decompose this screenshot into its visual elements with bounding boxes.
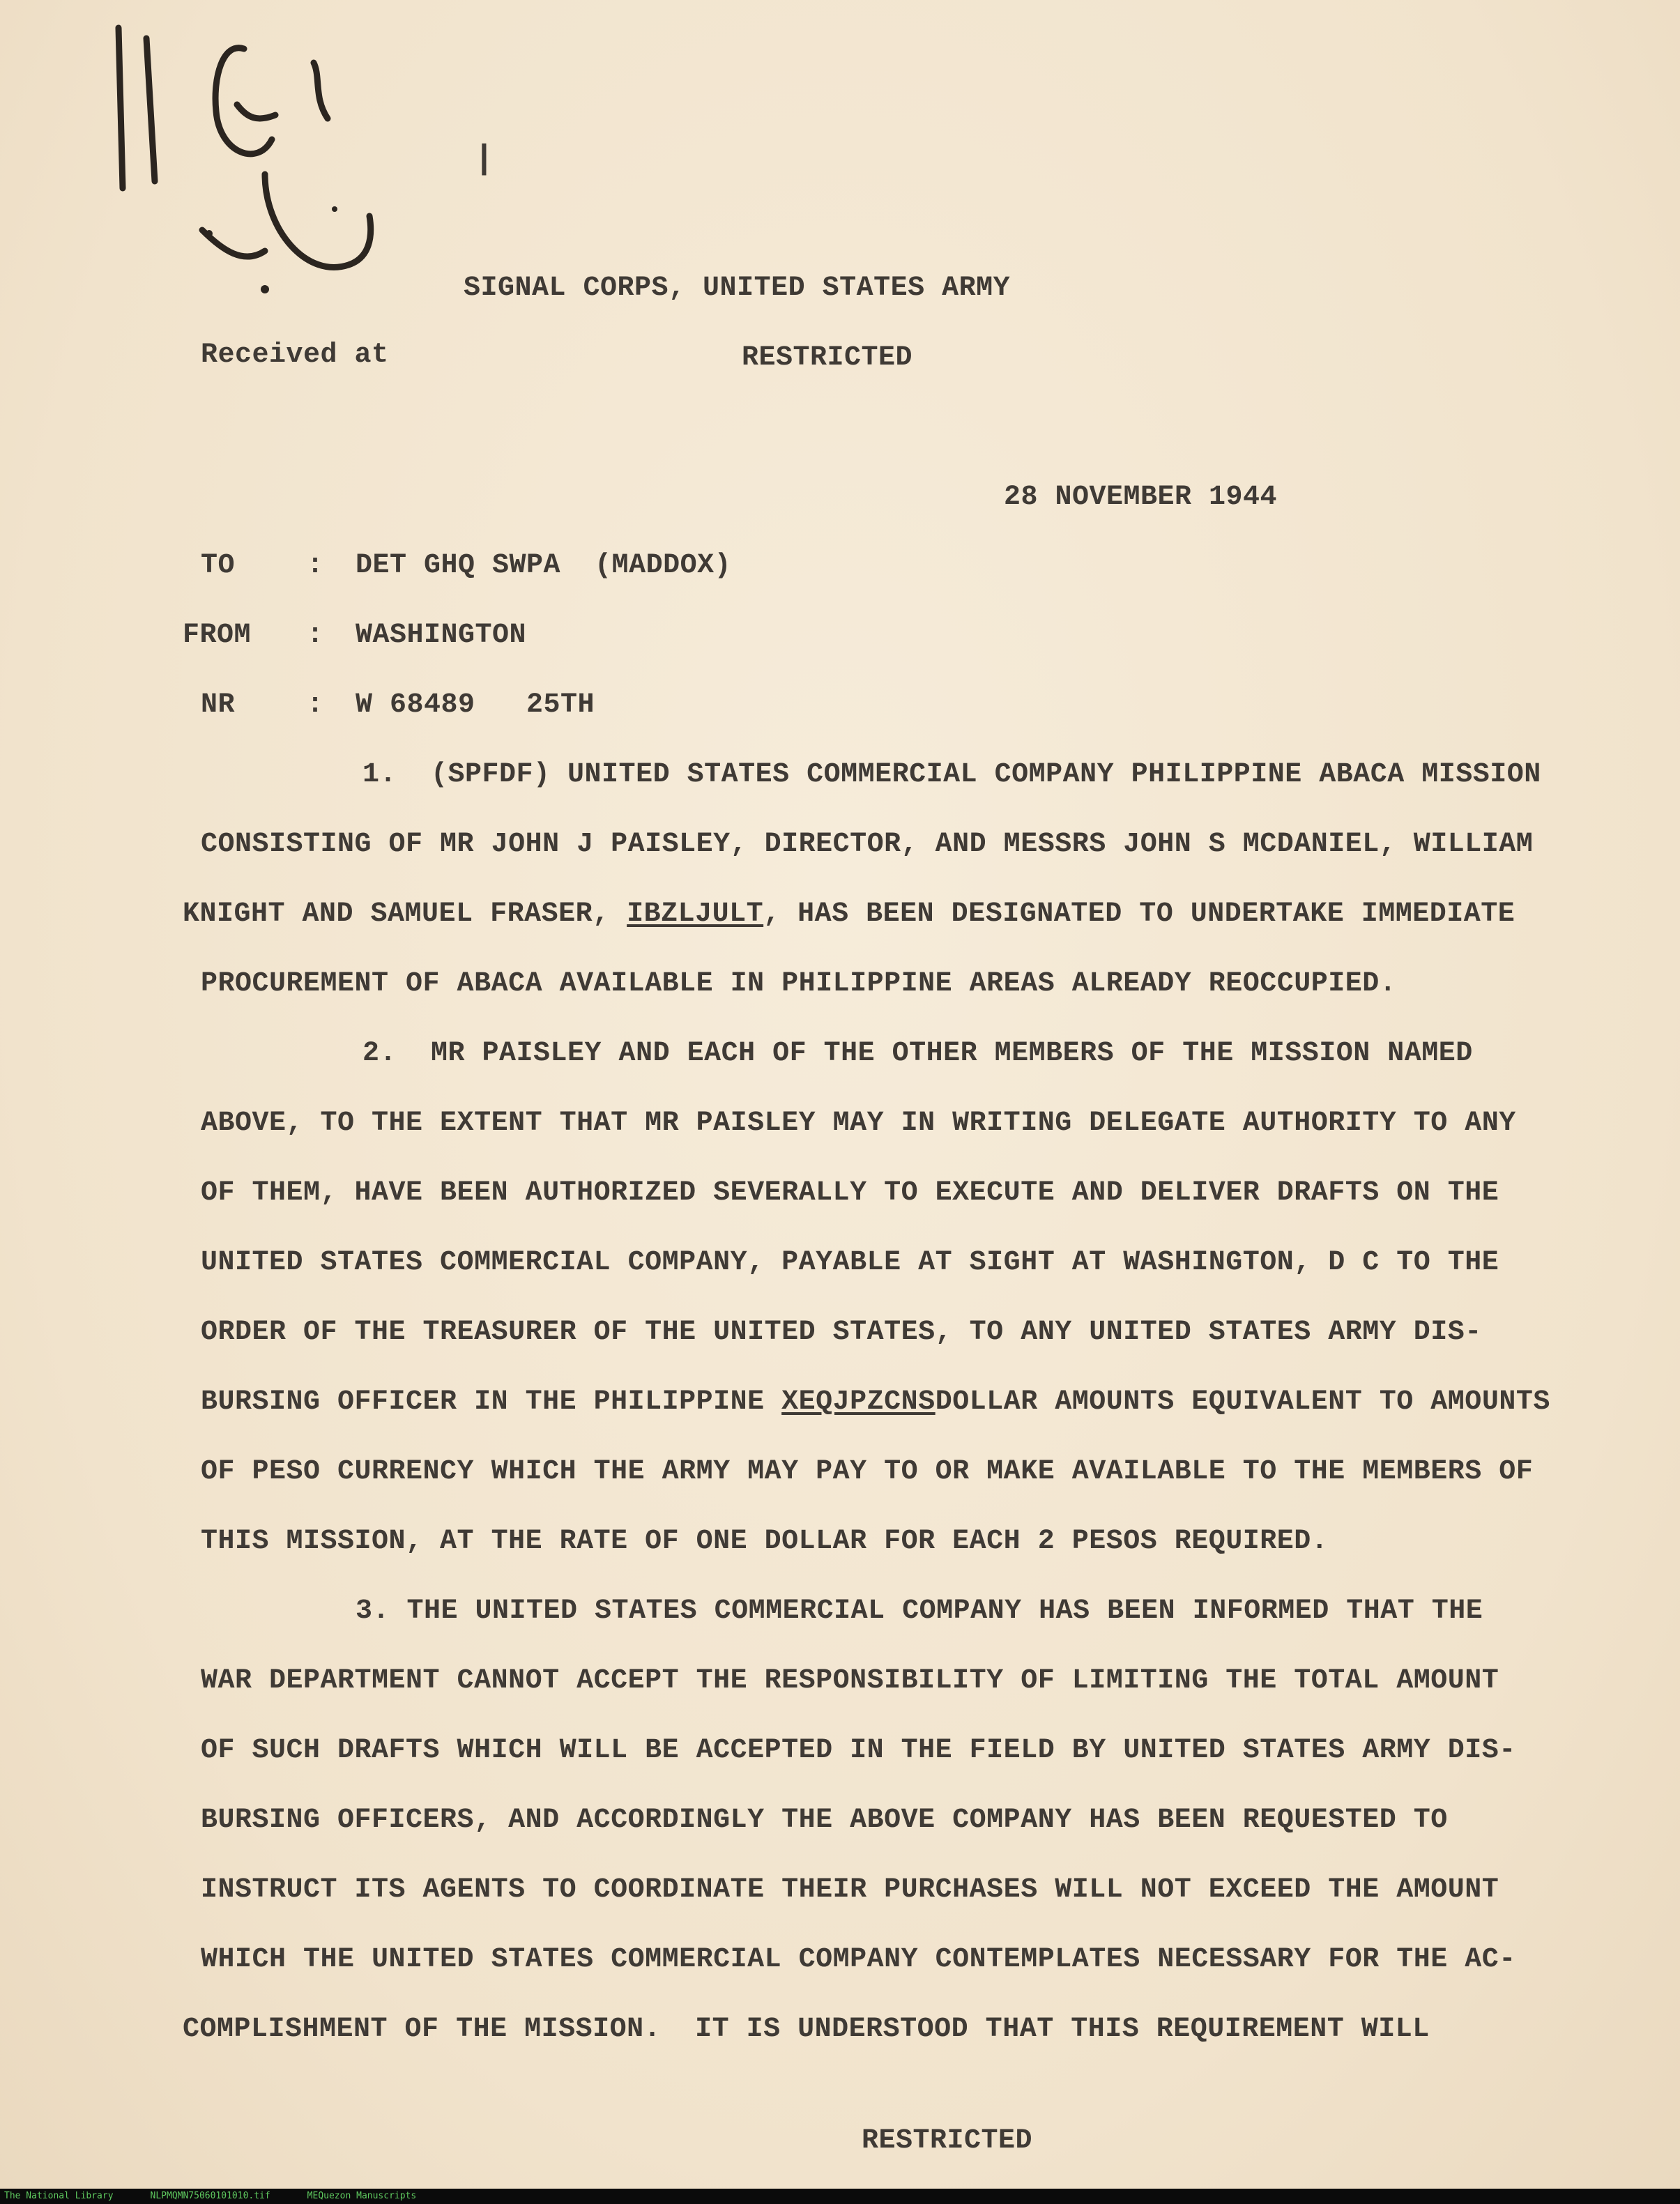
body-line: 2. MR PAISLEY AND EACH OF THE OTHER MEMBERS OF THE MISSION NAMED <box>362 1038 1473 1069</box>
letterhead-title: SIGNAL CORPS, UNITED STATES ARMY <box>464 273 1011 304</box>
body-line: WAR DEPARTMENT CANNOT ACCEPT THE RESPONSIBILITY OF LIMITING THE TOTAL AMOUNT <box>201 1665 1499 1697</box>
nr-label: NR <box>201 689 236 721</box>
archive-footer-bar <box>0 2189 1680 2204</box>
nr-separator: : <box>307 689 324 721</box>
body-line: PROCUREMENT OF ABACA AVAILABLE IN PHILIPPINE AREAS ALREADY REOCCUPIED. <box>201 968 1397 1000</box>
to-value: DET GHQ SWPA (MADDOX) <box>356 550 732 581</box>
garbled-code: IBZLJULT <box>627 898 764 930</box>
body-line: WHICH THE UNITED STATES COMMERCIAL COMPANY CONTEMPLATES NECESSARY FOR THE AC- <box>201 1944 1516 1975</box>
classification-top: RESTRICTED <box>742 342 913 374</box>
body-line: INSTRUCT ITS AGENTS TO COORDINATE THEIR PURCHASES WILL NOT EXCEED THE AMOUNT <box>201 1874 1499 1906</box>
body-line: BURSING OFFICERS, AND ACCORDINGLY THE ABOVE COMPANY HAS BEEN REQUESTED TO <box>201 1805 1448 1836</box>
body-text: KNIGHT AND SAMUEL FRASER, <box>183 898 627 930</box>
body-text: DOLLAR AMOUNTS EQUIVALENT TO AMOUNTS <box>935 1386 1550 1418</box>
body-line: COMPLISHMENT OF THE MISSION. IT IS UNDERSTOOD THAT THIS REQUIREMENT WILL <box>183 2014 1430 2045</box>
body-line: 3. THE UNITED STATES COMMERCIAL COMPANY HAS BEEN INFORMED THAT THE <box>356 1595 1483 1627</box>
body-line: OF PESO CURRENCY WHICH THE ARMY MAY PAY TO OR MAKE AVAILABLE TO THE MEMBERS OF <box>201 1456 1534 1487</box>
classification-bottom: RESTRICTED <box>862 2125 1033 2157</box>
body-line: UNITED STATES COMMERCIAL COMPANY, PAYABLE AT SIGHT AT WASHINGTON, D C TO THE <box>201 1247 1499 1278</box>
handwritten-tick: | <box>474 141 495 178</box>
body-line: OF SUCH DRAFTS WHICH WILL BE ACCEPTED IN THE FIELD BY UNITED STATES ARMY DIS- <box>201 1735 1516 1766</box>
body-line: CONSISTING OF MR JOHN J PAISLEY, DIRECTOR, AND MESSRS JOHN S MCDANIEL, WILLIAM <box>201 829 1534 860</box>
nr-value: W 68489 25TH <box>356 689 595 721</box>
received-at-label: Received at <box>201 339 389 371</box>
message-date: 28 NOVEMBER 1944 <box>1004 482 1278 513</box>
from-label: FROM <box>183 620 252 651</box>
footer-filename: NLPMQMN75060101010.tif <box>150 2191 270 2201</box>
body-text: BURSING OFFICER IN THE PHILIPPINE <box>201 1386 782 1418</box>
body-line: ABOVE, TO THE EXTENT THAT MR PAISLEY MAY IN WRITING DELEGATE AUTHORITY TO ANY <box>201 1108 1516 1139</box>
body-line: 1. (SPFDF) UNITED STATES COMMERCIAL COMPANY PHILIPPINE ABACA MISSION <box>362 759 1541 790</box>
footer-collection: MEQuezon Manuscripts <box>307 2191 417 2201</box>
body-text: , HAS BEEN DESIGNATED TO UNDERTAKE IMMEDIATE <box>763 898 1515 930</box>
from-value: WASHINGTON <box>356 620 527 651</box>
to-label: TO <box>201 550 236 581</box>
from-separator: : <box>307 620 324 651</box>
body-line <box>183 898 1515 931</box>
body-line: OF THEM, HAVE BEEN AUTHORIZED SEVERALLY TO EXECUTE AND DELIVER DRAFTS ON THE <box>201 1177 1499 1209</box>
to-separator: : <box>307 550 324 581</box>
body-line <box>201 1386 1550 1419</box>
handwritten-mark <box>105 0 397 314</box>
garbled-code: XEQJPZCNS <box>781 1386 936 1418</box>
footer-library: The National Library <box>4 2191 114 2201</box>
body-line: THIS MISSION, AT THE RATE OF ONE DOLLAR FOR EACH 2 PESOS REQUIRED. <box>201 1526 1329 1557</box>
body-line: ORDER OF THE TREASURER OF THE UNITED STATES, TO ANY UNITED STATES ARMY DIS- <box>201 1317 1482 1348</box>
